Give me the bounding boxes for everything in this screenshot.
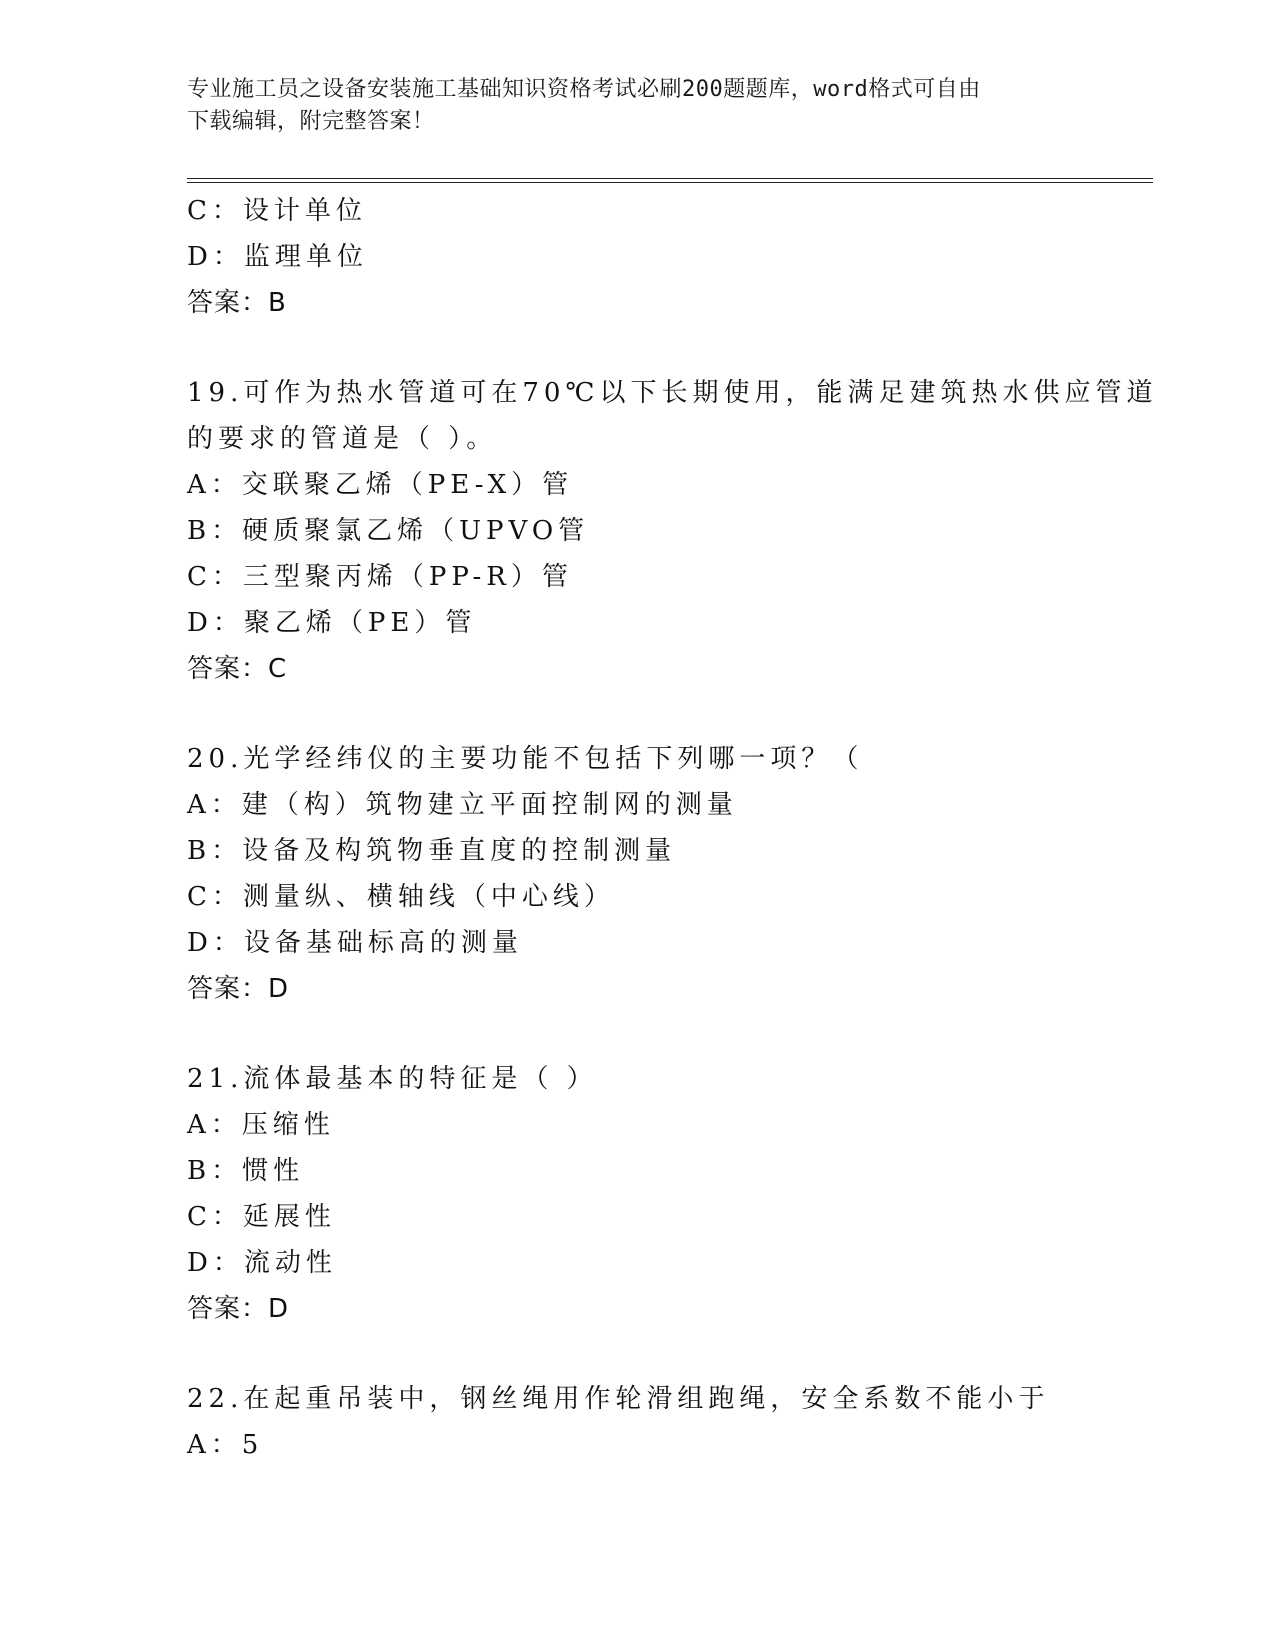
answer: 答案：D: [187, 1294, 290, 1324]
option: C：延展性: [187, 1202, 336, 1232]
question-18-tail: [187, 188, 1153, 326]
option: A：建（构）筑物建立平面控制网的测量: [187, 790, 738, 820]
option: A：5: [187, 1430, 264, 1460]
header-line-2: 下载编辑，附完整答案！: [187, 109, 435, 134]
option: C：测量纵、横轴线（中心线）: [187, 882, 615, 912]
question-19: [187, 370, 1158, 692]
header-divider: [187, 178, 1153, 183]
option: D：聚乙烯（PE）管: [187, 608, 477, 638]
question-20: [187, 736, 1153, 1012]
option: A：压缩性: [187, 1110, 335, 1140]
spacer: [187, 1332, 1153, 1376]
document-body: [187, 188, 1158, 1468]
spacer: [187, 1012, 1153, 1056]
question-stem: 21.流体最基本的特征是（ ）: [187, 1064, 598, 1094]
question-stem: 19.可作为热水管道可在70℃以下长期使用，能满足建筑热水供应管道: [187, 378, 1158, 408]
question-stem: 20.光学经纬仪的主要功能不包括下列哪一项？（: [187, 744, 864, 774]
option: B：设备及构筑物垂直度的控制测量: [187, 836, 677, 866]
option: A：交联聚乙烯（PE-X）管: [187, 470, 574, 500]
answer: 答案：B: [187, 288, 287, 318]
option: B：硬质聚氯乙烯（UPVO管: [187, 516, 590, 546]
question-21: [187, 1056, 1153, 1332]
option: C：三型聚丙烯（PP-R）管: [187, 562, 573, 592]
question-stem: 22.在起重吊装中，钢丝绳用作轮滑组跑绳，安全系数不能小于: [187, 1384, 1050, 1414]
option: D：流动性: [187, 1248, 337, 1278]
option: D：设备基础标高的测量: [187, 928, 523, 958]
spacer: [187, 326, 1153, 370]
option: C：设计单位: [187, 196, 367, 226]
answer: 答案：C: [187, 654, 288, 684]
answer: 答案：D: [187, 974, 290, 1004]
header-line-1: 专业施工员之设备安装施工基础知识资格考试必刷200题题库，word格式可自由: [187, 77, 981, 102]
spacer: [187, 692, 1153, 736]
question-22: [187, 1376, 1153, 1468]
option: D：监理单位: [187, 242, 368, 272]
page-header: [187, 74, 1087, 138]
option: B：惯性: [187, 1156, 305, 1186]
question-stem: 的要求的管道是（ ）。: [187, 424, 498, 454]
